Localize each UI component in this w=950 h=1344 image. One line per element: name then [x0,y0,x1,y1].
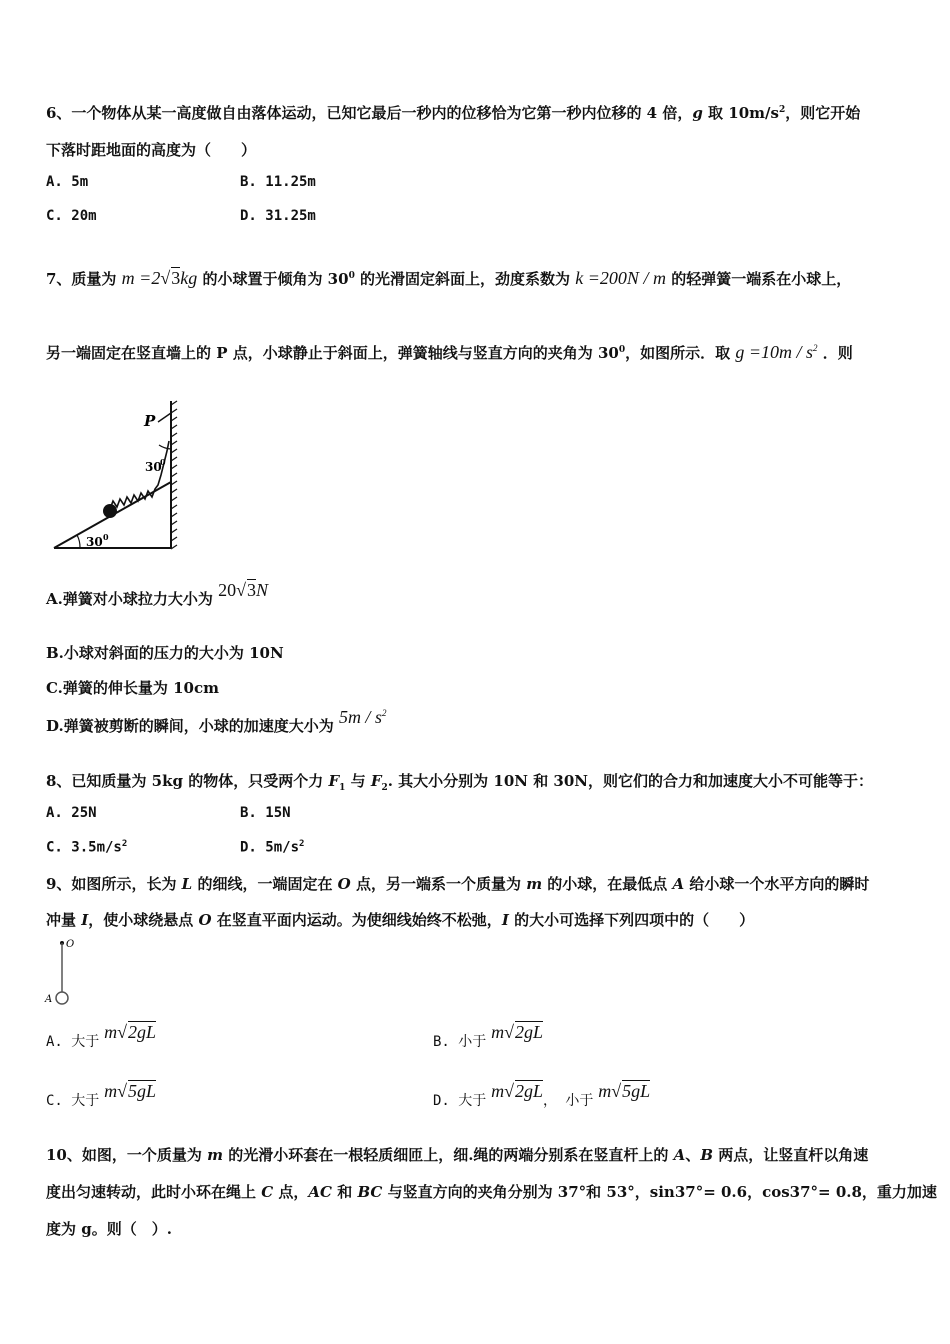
q7-k-formula: k =200N / m [575,268,666,288]
q7-mass-formula: m =2√3kg [121,268,198,288]
q7-option-d: D.弹簧被剪断的瞬间，小球的加速度大小为 $5m / s^2$ [46,707,387,735]
q7-line2: 另一端固定在竖直墙上的 P 点，小球静止于斜面上，弹簧轴线与竖直方向的夹角为 $30^0$，如图所示．取 $g =10m / s^2$ ．则 [46,342,853,362]
q9-line1: 9、如图所示，长为 L 的细线，一端固定在 O 点，另一端系一个质量为 m 的小球，在最低点 A 给小球一个水平方向的瞬时 [46,875,870,893]
q7-option-c: C.弹簧的伸长量为 10cm [46,679,219,697]
q10-line3: 度为 g。则（ ）. [46,1220,172,1238]
q7-fig-ball [103,504,117,518]
q6-line2: 下落时距地面的高度为（ ） [46,141,257,159]
q9-fig-label-o: O [66,939,75,950]
q9-fig-label-a: A [45,994,53,1005]
q7-g-formula: $g =10m / s^2$ [735,342,818,362]
q7-option-a: A.弹簧对小球拉力大小为 20√3N [46,580,269,608]
q6-option-c: C. 20m [46,208,97,224]
q6-option-d: D. 31.25m [240,208,316,224]
q9-option-b: B. 小于 m√2gL [433,1022,543,1050]
q7-line1: 7、质量为 m =2√3kg 的小球置于倾角为 $30^0$ 的光滑固定斜面上，劲度系数为 k =200N / m 的轻弹簧一端系在小球上， [46,268,852,288]
q8-line1: 8、已知质量为 5kg 的物体，只受两个力 $F_1$ 与 $F_2$. 其大小分别为 10N 和 30N，则它们的合力和加速度大小不可能等于： [46,772,874,793]
q9-option-a: A. 大于 m√2gL [46,1022,156,1050]
q8-option-c: C. $3.5m/s^2$ [46,839,128,856]
q7-fig-point-p: P [144,412,156,430]
q7-fig-angle-incline: 30 [86,535,103,549]
q7-option-b: B.小球对斜面的压力的大小为 10N [46,644,284,662]
q9-pendulum-figure [44,936,84,1010]
q9-line2: 冲量 I，使小球绕悬点 O 在竖直平面内运动。为使细线始终不松弛，I 的大小可选择下列四项中的（ ） [46,911,755,929]
q6-option-b: B. 11.25m [240,174,316,190]
q9-option-d: D. 大于 m√2gL， 小于 m√5gL [433,1081,651,1109]
q8-option-d: D. $5m/s^2$ [240,839,305,856]
q10-line1: 10、如图，一个质量为 m 的光滑小环套在一根轻质细匝上，细.绳的两端分别系在竖直杆上的 A、B 两点，让竖直杆以角速 [46,1146,869,1164]
q6-option-a: A. 5m [46,174,89,190]
q8-option-b: B. 15N [240,805,291,821]
q7-fig-angle-incline-degree: 0 [103,532,109,542]
q7-fig-angle-spring: 30 [145,460,162,474]
q10-line2: 度出匀速转动，此时小环在绳上 C 点，AC 和 BC 与竖直方向的夹角分别为 37°和 53°，sin37°= 0.6，cos37°= 0.8，重力加速 [46,1183,937,1201]
q7-incline-figure [46,395,186,555]
q9-option-c: C. 大于 m√5gL [46,1081,156,1109]
q8-option-a: A. 25N [46,805,97,821]
q7-fig-angle-spring-degree: 0 [160,457,166,467]
q6-line1: 6、一个物体从某一高度做自由落体运动，已知它最后一秒内的位移恰为它第一秒内位移的 4 倍，g 取 $10m/s^2$，则它开始 [46,104,861,122]
